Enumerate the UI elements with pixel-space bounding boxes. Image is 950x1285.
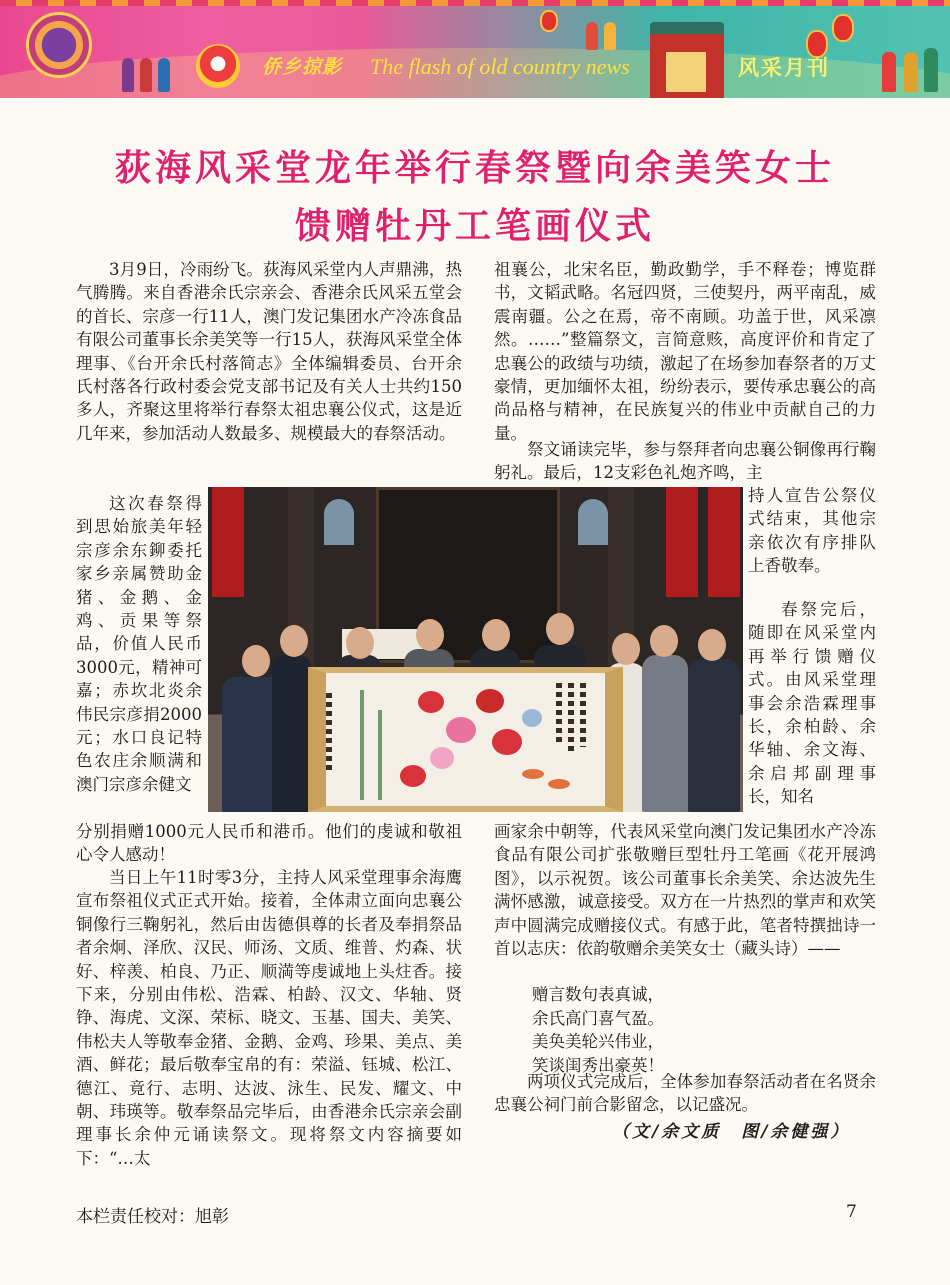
peony-flower — [418, 691, 444, 713]
section-title-cn: 侨乡掠影 — [262, 56, 343, 78]
photo-window — [578, 499, 608, 545]
lion-dance-icon — [196, 44, 240, 88]
poem-line: 赠言数句表真诚， — [532, 985, 664, 1004]
peony-flower — [476, 689, 504, 713]
calligraphy-column — [556, 683, 562, 743]
proofreader-note: 本栏责任校对：旭彰 — [76, 1207, 229, 1227]
photo-red-banner — [708, 487, 740, 597]
lantern-icon — [832, 14, 854, 42]
bamboo-stalk — [360, 690, 364, 800]
photo-person-head — [346, 627, 374, 659]
koi-fish — [522, 769, 544, 779]
photo-person — [642, 655, 688, 812]
right-paragraph-4: 两项仪式完成后，全体参加春祭活动者在名贤余忠襄公祠门前合影留念，以记盛况。 — [494, 1072, 876, 1115]
right-paragraph-2: 祭文诵读完毕，参与祭拜者向忠襄公铜像再行鞠躬礼。最后，12支彩色礼炮齐鸣，主 — [494, 440, 876, 483]
calligraphy-column — [580, 683, 586, 747]
article-title-line-2: 馈赠牡丹工笔画仪式 — [294, 206, 655, 247]
photo-red-banner — [212, 487, 244, 597]
left-paragraph-2-narrow: 这次春祭得到思始旅美年轻宗彦余东鉚委托家乡亲属赞助金猪、金鹅、金鸡、贡果等祭品，价值人民币3000元，精神可嘉；赤坎北炎余伟民宗彦捐2000元；水口良记特色农庄余顺满和澳门宗彦余健文 — [76, 494, 202, 794]
peony-flower — [492, 729, 522, 755]
peony-flower — [400, 765, 426, 787]
left-paragraph-2-continued: 分别捐赠1000元人民币和港币。他们的虔诚和敬祖心令人感动！ — [76, 822, 462, 865]
photo-person-head — [482, 619, 510, 651]
photo-person — [688, 659, 740, 812]
peony-flower — [522, 709, 542, 727]
calligraphy-column — [568, 683, 574, 753]
child-figure-icon — [158, 58, 170, 92]
ceremony-photo — [208, 487, 743, 812]
child-figure-icon — [924, 48, 938, 92]
left-paragraph-1: 3月9日，冷雨纷飞。荻海风采堂内人声鼎沸，热气腾腾。来自香港余氏宗亲会、香港余氏风采五堂会的首长、宗彦一行11人，澳门发记集团水产冷冻食品有限公司董事长余美笑等一行15人，获海风采堂全体理事、《台开余氏村落简志》全体编辑委员、台开余氏村落各行政村委会党支部书记及有关人士共约150多人，齐聚这里将举行春祭太祖忠襄公仪式，这是近几年来，参加活动人数最多、规模最大的春祭活动。 — [76, 260, 462, 443]
lantern-icon — [540, 10, 558, 32]
photo-person-head — [280, 625, 308, 657]
magazine-name: 风采月刊 — [738, 55, 830, 80]
author-credit: （文/余文质 图/余健强） — [612, 1122, 851, 1142]
child-figure-icon — [904, 52, 918, 92]
photo-person-head — [612, 633, 640, 665]
child-figure-icon — [604, 22, 616, 50]
peony-flower — [430, 747, 454, 769]
photo-person — [272, 655, 312, 812]
festival-medallion-icon — [26, 12, 92, 78]
photo-window — [324, 499, 354, 545]
child-figure-icon — [140, 58, 152, 92]
photo-person-head — [242, 645, 270, 677]
child-figure-icon — [586, 22, 598, 50]
temple-gate-icon — [650, 22, 724, 98]
right-paragraph-2-narrow: 持人宣告公祭仪式结束，其他宗亲依次有序排队上香敬奉。 — [748, 486, 876, 576]
poem — [532, 983, 664, 1077]
photo-person-head — [698, 629, 726, 661]
poem-line: 美奂美轮兴伟业， — [532, 1032, 664, 1051]
right-paragraph-3-narrow: 春祭完后，随即在风采堂内再举行馈赠仪式。由风采堂理事会余浩霖理事长，余柏龄、余华轴、余文海、余启邦副理事长，知名 — [748, 600, 876, 807]
photo-person-head — [546, 613, 574, 645]
calligraphy-column — [326, 693, 332, 773]
photo-person-head — [650, 625, 678, 657]
peony-flower — [446, 717, 476, 743]
right-paragraph-1: 祖襄公，北宋名臣，勤政勤学，手不释卷；博览群书，文韬武略。名冠四贤，三使契丹，两平南乱，威震南疆。公之在焉，帝不南顾。功盖于世，风采凛然。……”整篇祭文，言简意赅，高度评价和肯定了忠襄公的政绩与功绩，激起了在场参加春祭者的万丈豪情，更加缅怀太祖，纷纷表示，要传承忠襄公的高尚品格与精神，在民族复兴的伟业中贡献自己的力量。 — [494, 260, 876, 443]
photo-red-banner — [666, 487, 698, 597]
section-title-en: The flash of old country news — [370, 54, 630, 79]
right-paragraph-3-continued: 画家余中朝等，代表风采堂向澳门发记集团水产冷冻食品有限公司扩张敬赠巨型牡丹工笔画《花开展鸿图》，以示祝贺。该公司董事长余美笑、余达波先生满怀感激，诚意接受。双方在一片热烈的掌声和欢笑声中圆满完成赠接仪式。有感于此，笔者特撰拙诗一首以志庆：依韵敬赠余美笑女士（藏头诗）—— — [494, 822, 876, 959]
koi-fish — [548, 779, 570, 789]
left-paragraph-3: 当日上午11时零3分，主持人风采堂理事余海鹰宣布祭祖仪式正式开始。接着，全体肃立面向忠襄公铜像行三鞠躬礼，然后由齿德俱尊的长者及奉捐祭品者余炯、泽欣、汉民、师汤、文质、维普、灼森、状好、梓羡、柏良、乃正、顺満等虔诚地上头炷香。接下来，分别由伟松、浩霖、柏龄、汉文、华轴、贤铮、海虎、文深、荣标、晓文、玉基、国夫、美笑、伟松夫人等敬奉金猪、金鹅、金鸡、珍果、美点、美酒、鲜花；最后敬奉宝帛的有：荣溢、钰城、松江、德江、竟行、志明、达波、泳生、民发、耀文、中朝、玮瑛等。敬奉祭品完毕后，由香港余氏宗亲会副理事长余仲元诵读祭文。现将祭文内容摘要如下：“…太 — [76, 868, 462, 1168]
child-figure-icon — [122, 58, 134, 92]
page-number: 7 — [846, 1202, 857, 1222]
banner-border — [0, 0, 950, 6]
article-title-line-1: 荻海风采堂龙年举行春祭暨向余美笑女士 — [114, 148, 835, 189]
poem-line: 笑谈闺秀出豪英！ — [532, 1055, 664, 1075]
photo-person-head — [416, 619, 444, 651]
poem-line: 余氏高门喜气盈。 — [532, 1008, 664, 1028]
header-banner — [0, 0, 950, 98]
peony-painting — [308, 667, 623, 812]
bamboo-stalk — [378, 710, 382, 800]
child-figure-icon — [882, 52, 896, 92]
